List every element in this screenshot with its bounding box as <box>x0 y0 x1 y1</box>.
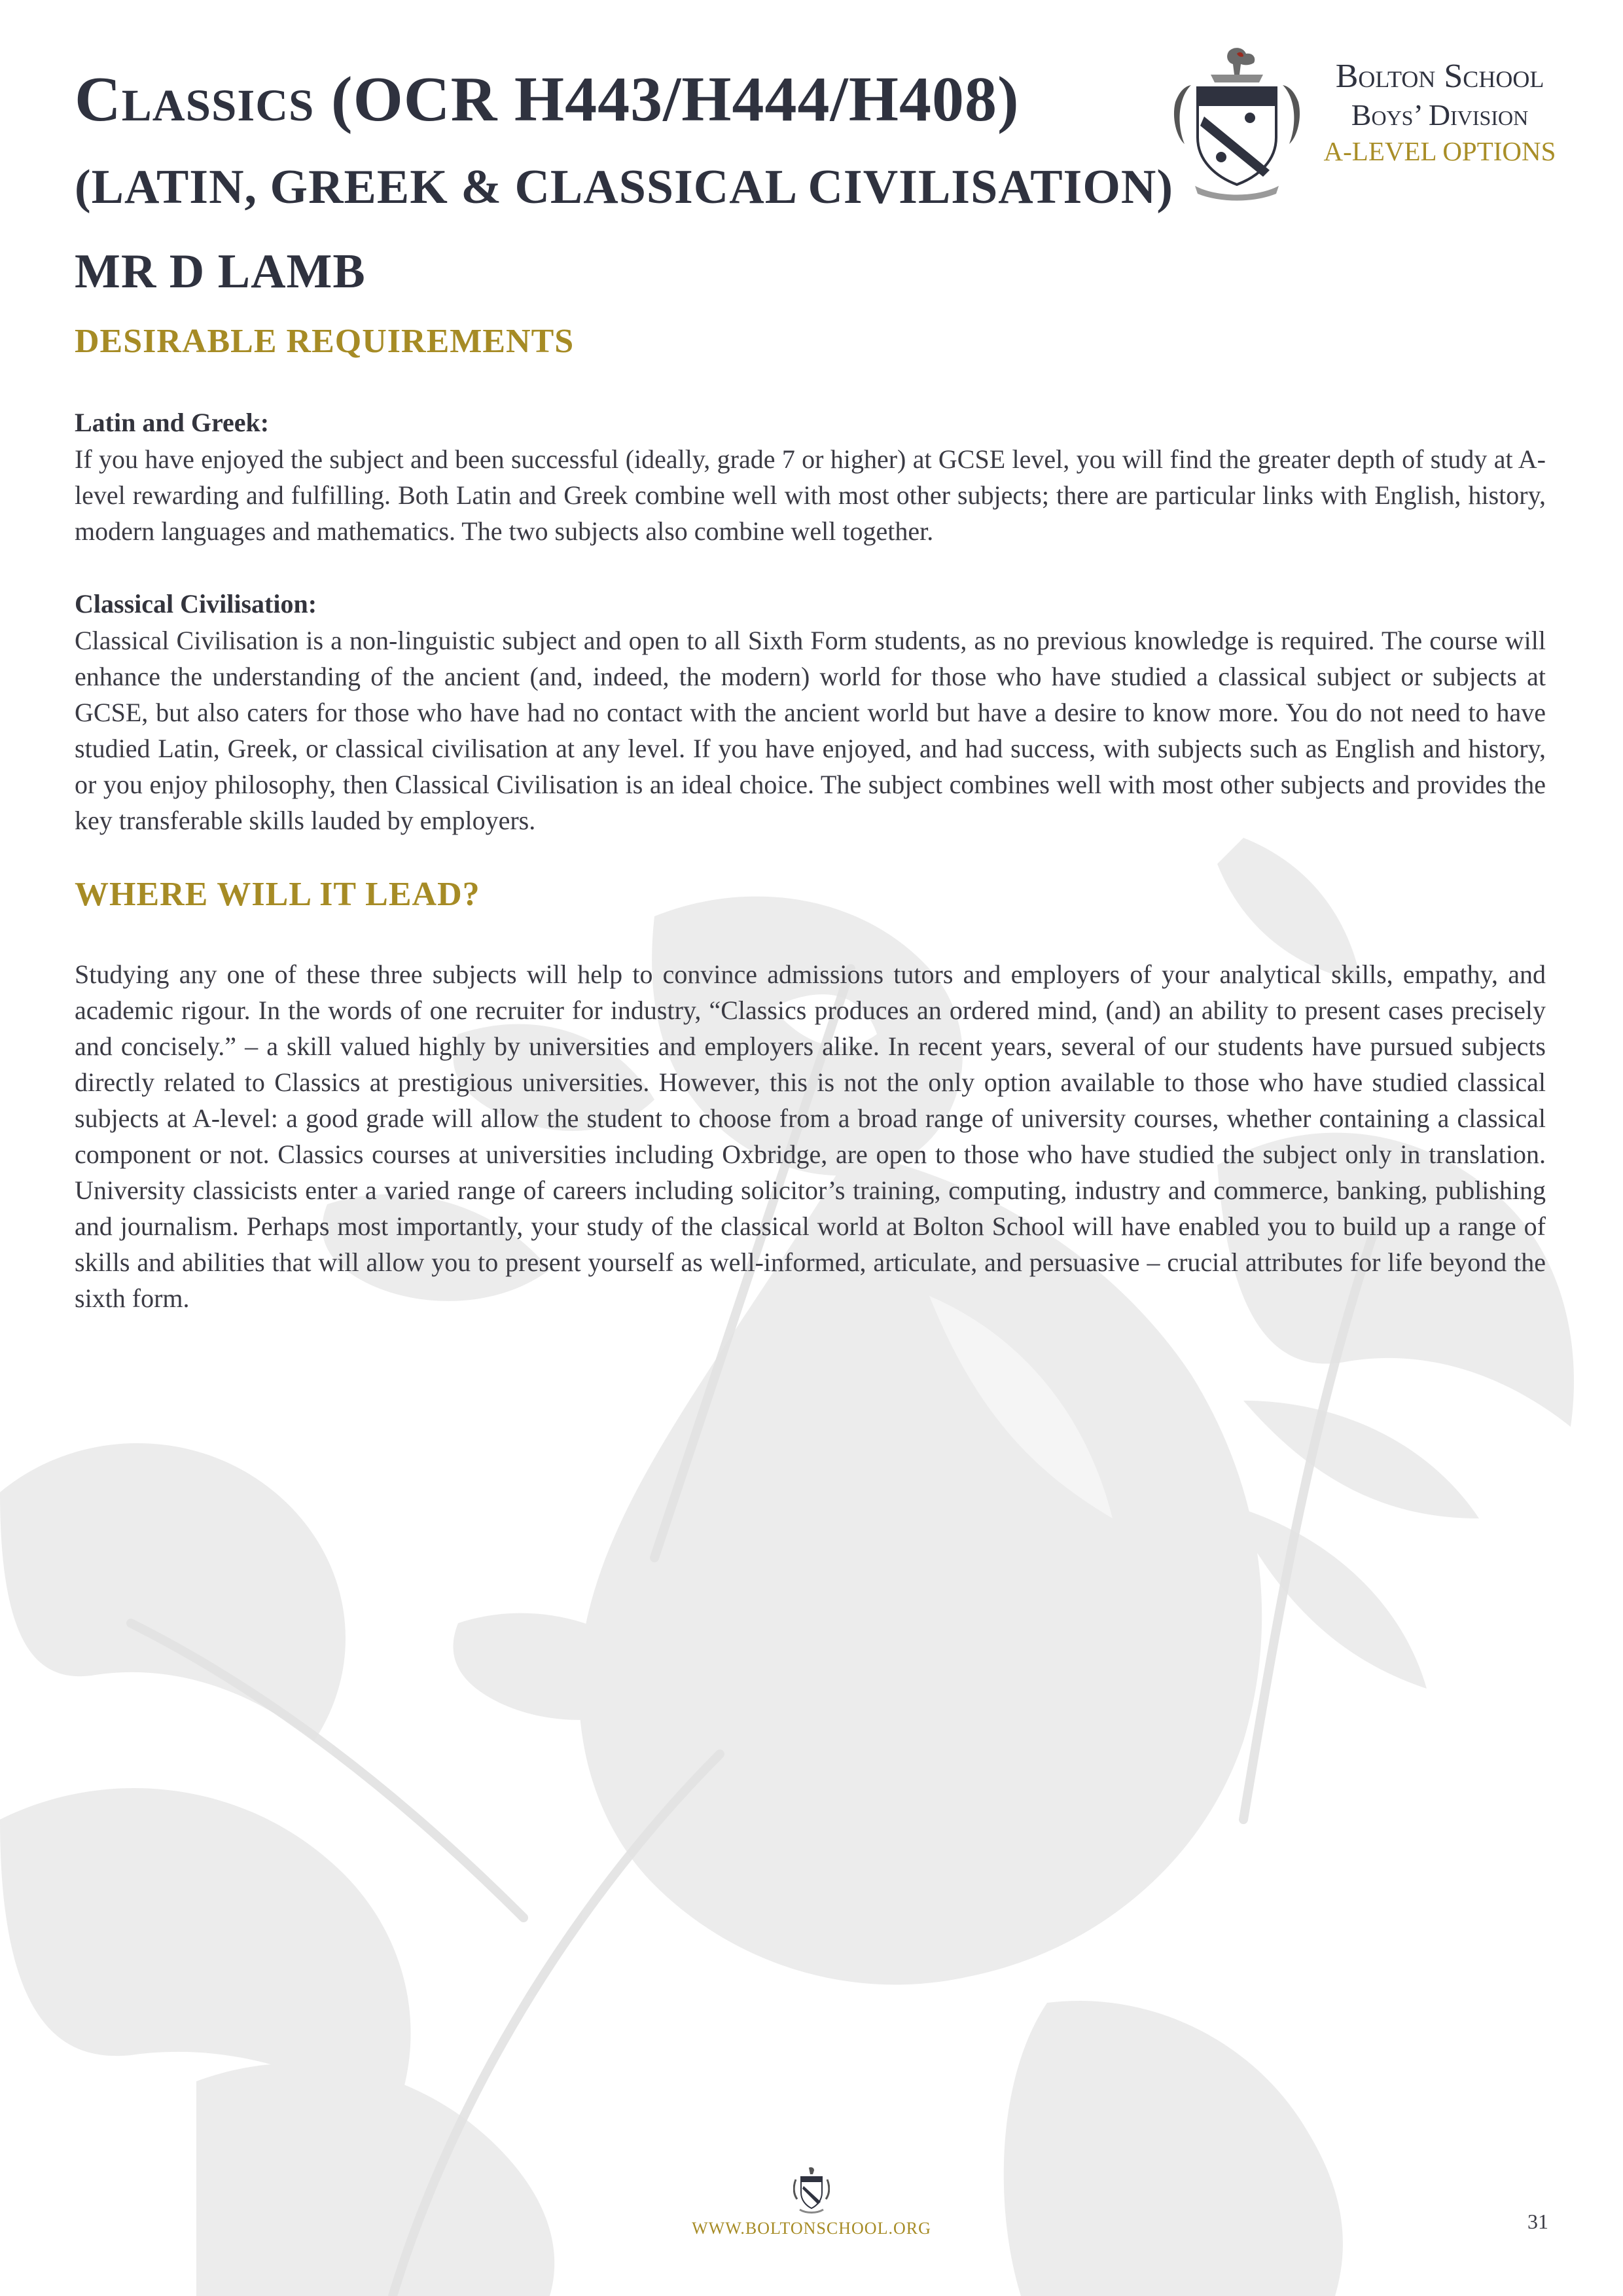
footer-website-link[interactable]: WWW.BOLTONSCHOOL.ORG <box>692 2219 931 2238</box>
paragraph-where-lead: Studying any one of these three subjects will help to convince admissions tutors and employers of your analytical skills, empathy, and academic rigour. In the words of one recruiter for industry, “Classics produces an ordered mind, (and) an ability to present cases precisely and concisely.” – a skill valued highly by universities and employers alike. In recent years, several of our students have pursued subjects directly related to Classics at prestigious universities. However, this is not the only option available to those who have studied classical subjects at A-level: a good grade will allow the student to choose from a broad range of university courses, whether containing a classical component or not. Classics courses at universities including Oxbridge, are open to those who have studied the subject only in translation. University classicists enter a varied range of careers including solicitor’s training, computing, industry and commerce, banking, publishing and journalism. Perhaps most importantly, your study of the classical world at Bolton School will have enabled you to build up a range of skills and abilities that will allow you to present yourself as well-informed, articulate, and persuasive – crucial attributes for life beyond the sixth form. <box>75 960 1546 1313</box>
school-name: Bolton School <box>1335 58 1544 95</box>
section-heading-requirements: DESIRABLE REQUIREMENTS <box>75 323 575 360</box>
school-name-block <box>1302 56 1577 169</box>
subheading-latin-greek: Latin and Greek: <box>75 408 270 437</box>
main-content <box>75 318 1546 1316</box>
page-title: Classics (OCR H443/H444/H408) <box>75 64 1020 135</box>
school-division: Boys’ Division <box>1351 98 1529 132</box>
teacher-name: MR D LAMB <box>75 245 366 298</box>
section-heading-where-lead: WHERE WILL IT LEAD? <box>75 876 480 913</box>
school-crest-icon <box>1171 46 1302 203</box>
page-subtitle: (LATIN, GREEK & CLASSICAL CIVILISATION) <box>75 160 1173 214</box>
paragraph-classical-civilisation: Classical Civilisation is a non-linguistic subject and open to all Sixth Form students, as no previous knowledge is required. The course will enhance the understanding of the ancient (and, indeed, the modern) world for those who have studied a classical subject or subjects at GCSE, but also caters for those who have had no contact with the ancient world but have a desire to know more. You do not need to have studied Latin, Greek, or classical civilisation at any level. If you have enjoyed, and had success, with subjects such as English and history, or you enjoy philosophy, then Classical Civilisation is an ideal choice. The subject combines well with most other subjects and provides the key transferable skills lauded by employers. <box>75 626 1546 835</box>
brochure-title: A-LEVEL OPTIONS <box>1323 136 1556 166</box>
page-number: 31 <box>1527 2210 1548 2233</box>
subheading-classical-civilisation: Classical Civilisation: <box>75 589 317 619</box>
title-block <box>75 56 1200 308</box>
paragraph-latin-greek: If you have enjoyed the subject and been successful (ideally, grade 7 or higher) at GCSE level, you will find the greater depth of study at A-level rewarding and fulfilling. Both Latin and Greek combine well with most other subjects; there are particular links with English, history, modern languages and mathematics. The two subjects also combine well together. <box>75 444 1546 546</box>
footer-crest-icon <box>793 2166 830 2214</box>
